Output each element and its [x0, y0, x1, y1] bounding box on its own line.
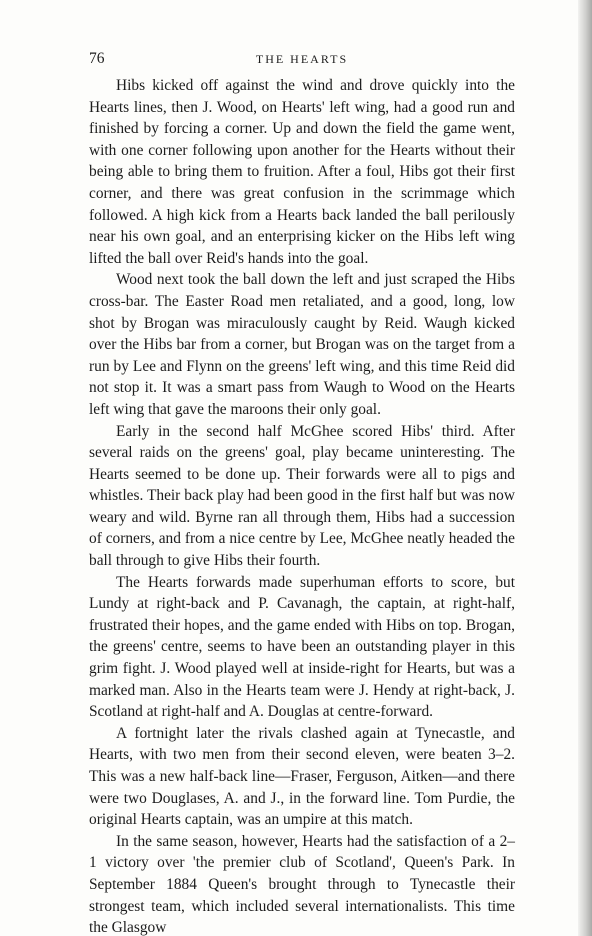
paragraph: Hibs kicked off against the wind and drove quickly into the Hearts lines, then J. Wood, on Hearts' left wing, had a good run and finished by forcing a corner. Up and down the field the game went, with one corner following upon another for the Hearts without their being able to bring them to fruition. After a foul, Hibs got their first corner, and there was great confusion in the scrimmage which followed. A high kick from a Hearts back landed the ball perilously near his own goal, and an enterprising kicker on the Hibs left wing lifted the ball over Reid's hands into the goal. — [89, 77, 515, 267]
paragraph: Wood next took the ball down the left and just scraped the Hibs cross-bar. The Easter Road men retaliated, and a good, long, low shot by Brogan was miraculously caught by Reid. Waugh kicked over the Hibs bar from a corner, but Brogan was on the target from a run by Lee and Flynn on the greens' left wing, and this time Reid did not stop it. It was a smart pass from Waugh to Wood on the Hearts left wing that gave the maroons their only goal. — [89, 271, 515, 418]
paragraph: Early in the second half McGhee scored Hibs' third. After several raids on the greens' goal, play became uninteresting. The Hearts seemed to be done up. Their forwards were all to pigs and whistles. Their back play had been good in the first half but was now weary and wild. Byrne ran all through them, Hibs had a succession of corners, and from a nice centre by Lee, McGhee neatly headed the ball through to give Hibs their fourth. — [89, 422, 515, 570]
paragraph: A fortnight later the rivals clashed again at Tynecastle, and Hearts, with two men from their second eleven, were beaten 3–2. This was a new half-back line—Fraser, Ferguson, Aitken—and there were two Douglases, A. and J., in the forward line. Tom Purdie, the original Hearts captain, was an umpire at this match. — [89, 724, 515, 829]
page-edge-shadow — [578, 0, 592, 936]
paragraph: In the same season, however, Hearts had the satisfaction of a 2–1 victory over 'the premier club of Scotland', Queen's Park. In September 1884 Queen's brought through to Tynecastle their strongest team, which included several internationalists. This time the Glasgow — [89, 832, 515, 936]
body-text — [89, 75, 515, 936]
page-number: 76 — [89, 50, 105, 67]
paragraph: The Hearts forwards made superhuman efforts to score, but Lundy at right-back and P. Cavanagh, the captain, at right-half, frustrated their hopes, and the game ended with Hibs on top. Brogan, the greens' centre, seems to have been an outstanding player in this grim fight. J. Wood played well at inside-right for Hearts, but was a marked man. Also in the Hearts team were J. Hendy at right-back, J. Scotland at right-half and A. Douglas at centre-forward. — [89, 573, 515, 721]
page-header — [89, 47, 515, 71]
running-head: THE HEARTS — [255, 52, 349, 66]
